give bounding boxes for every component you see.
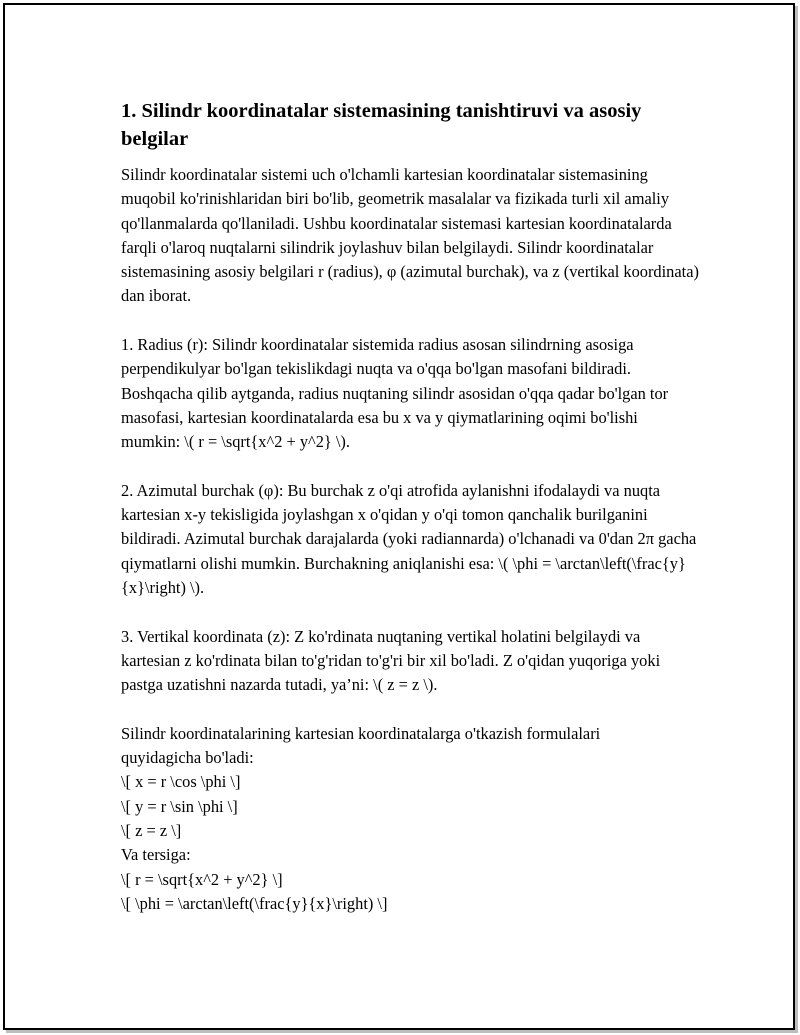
- radius-paragraph: 1. Radius (r): Silindr koordinatalar sistemida radius asosan silindrning asosiga perpendikulyar bo'lgan tekislikdagi nuqta va o'qqa bo'lgan masofani bildiradi. Boshqacha qilib aytganda, radius nuqtaning silindr asosidan o'qqa qadar bo'lgan tor masofasi, kartesian koordinatalarda esa bu x va y qiymatlarining oqimi bo'lishi mumkin: \( r = \sqrt{x^2 + y^2} \).: [121, 335, 669, 452]
- document-body: [121, 97, 701, 916]
- conversion-intro-line-1: Silindr koordinatalarining kartesian koordinatalarga o'tkazish formulalari: [121, 723, 601, 743]
- intro-paragraph: Silindr koordinatalar sistemi uch o'lchamli kartesian koordinatalar sistemasining muqobil ko'rinishlaridan biri bo'lib, geometrik masalalar va fizikada turli xil amaliy qo'llanmalarda qo'llaniladi. Ushbu koordinatalar sistemasi kartesian koordinatalarda farqli o'laroq nuqtalarni silindrik joylashuv bilan belgilaydi. Silindr koordinatalar sistemasining asosiy belgilari r (radius), φ (azimutal burchak), va z (vertikal koordinata) dan iborat.: [121, 165, 699, 306]
- formula-phi: \[ \phi = \arctan\left(\frac{y}{x}\right) \]: [121, 893, 388, 913]
- section-heading: 1. Silindr koordinatalar sistemasining tanishtiruvi va asosiy belgilar: [121, 100, 642, 150]
- conversion-intro-line-2: quyidagicha bo'ladi:: [121, 748, 254, 768]
- vertical-paragraph: 3. Vertikal koordinata (z): Z ko'rdinata nuqtaning vertikal holatini belgilaydi va kartesian z ko'rdinata bilan to'g'ridan to'g'ri bir xil bo'ladi. Z o'qidan yuqoriga yoki pastga uzatishni nazarda tutadi, ya’ni: \( z = z \).: [121, 626, 661, 695]
- page-frame: [3, 3, 795, 1030]
- azimuth-paragraph: 2. Azimutal burchak (φ): Bu burchak z o'qi atrofida aylanishni ifodalaydi va nuqta kartesian x-y tekisligida joylashgan x o'qidan y o'qi tomon qanchalik burilganini bildiradi. Azimutal burchak darajalarda (yoki radiannarda) o'lchanadi va 0'dan 2π gacha qiymatlarni olishi mumkin. Burchakning aniqlanishi esa: \( \phi = \arctan\left(\frac{y}{x}\right) \).: [121, 480, 697, 598]
- formula-r: \[ r = \sqrt{x^2 + y^2} \]: [121, 869, 283, 889]
- formula-x: \[ x = r \cos \phi \]: [121, 772, 241, 792]
- formula-z: \[ z = z \]: [121, 821, 182, 841]
- inverse-label: Va tersiga:: [121, 845, 191, 865]
- conversion-block: [121, 722, 701, 916]
- formula-y: \[ y = r \sin \phi \]: [121, 796, 238, 816]
